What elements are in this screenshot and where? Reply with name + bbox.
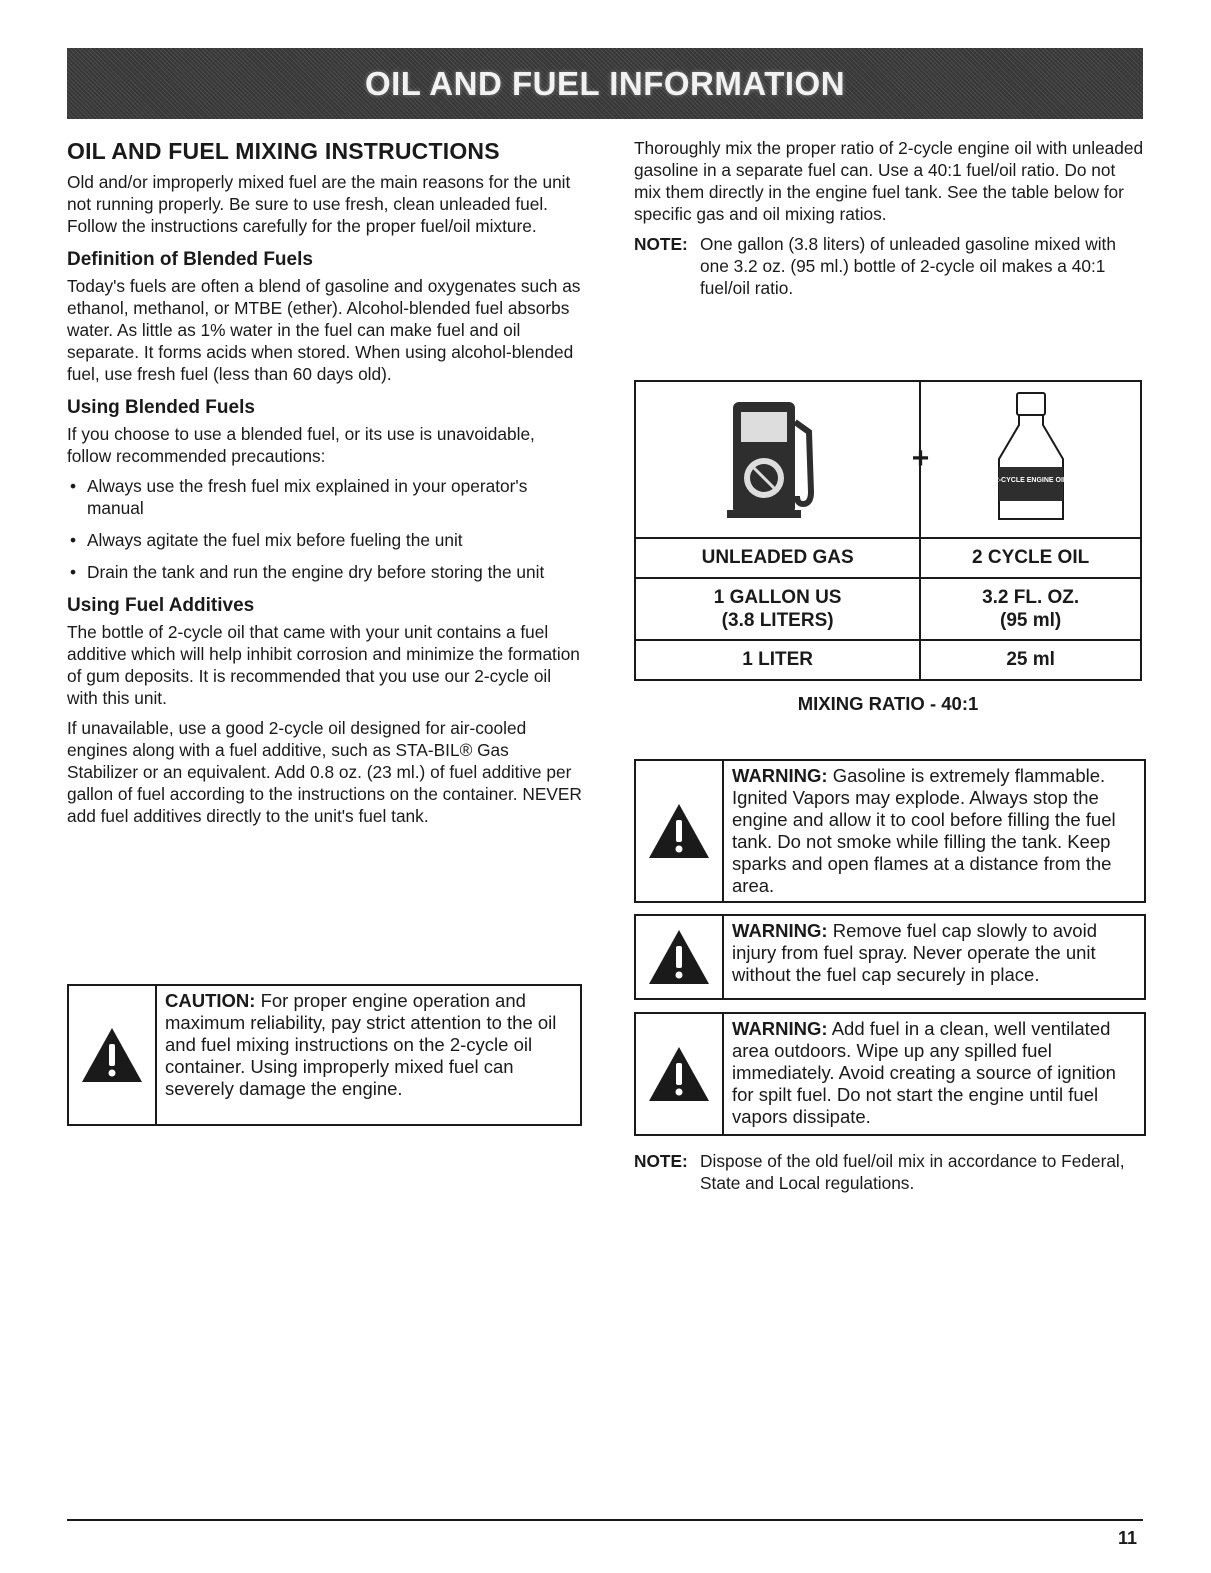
warning-label: WARNING:	[732, 1018, 828, 1039]
oil-bottle-icon	[991, 389, 1071, 524]
gas-amount-1	[635, 578, 920, 640]
note-text: Dispose of the old fuel/oil mix in accordance to Federal, State and Local regulations.	[700, 1151, 1125, 1193]
caution-icon-cell	[69, 986, 157, 1124]
mixing-table	[634, 380, 1142, 681]
list-item-text: Always use the fresh fuel mix explained in your operator's manual	[87, 476, 528, 518]
caution-message	[157, 986, 580, 1124]
cell-line: (3.8 LITERS)	[721, 610, 834, 631]
footer-rule	[67, 1519, 1143, 1521]
caution-box	[67, 984, 582, 1126]
intro-paragraph: Old and/or improperly mixed fuel are the main reasons for the unit not running properly. Be sure to use fresh, clean unleaded fuel. Follow the instructions carefully for the proper fuel/oil mixture.	[67, 172, 571, 236]
page-number: 11	[1118, 1528, 1138, 1548]
section-heading: OIL AND FUEL MIXING INSTRUCTIONS	[67, 138, 500, 164]
caution-label: CAUTION:	[165, 990, 256, 1011]
note-text: One gallon (3.8 liters) of unleaded gasoline mixed with one 3.2 oz. (95 ml.) bottle of 2-cycle oil makes a 40:1 fuel/oil ratio.	[700, 234, 1116, 298]
warning-label: WARNING:	[732, 920, 828, 941]
warning-text: Add fuel in a clean, well ventilated area outdoors. Wipe up any spilled fuel immediately. Avoid creating a source of ignition for spilt fuel. Do not start the engine until fuel vapors dissipate.	[732, 1018, 1116, 1127]
warning-message-3	[724, 1014, 1144, 1134]
additives-paragraph-2: If unavailable, use a good 2-cycle oil designed for air-cooled engines along with a fuel additive, such as STA-BIL® Gas Stabilizer or an equivalent. Add 0.8 oz. (23 ml.) of fuel additive per gallon of fuel according to the instructions on the container. NEVER add fuel additives directly to the unit's fuel tank.	[67, 718, 582, 826]
oil-bottle-cell	[920, 381, 1141, 538]
mixing-ratio: MIXING RATIO - 40:1	[797, 693, 979, 714]
note-label: NOTE:	[634, 234, 688, 254]
warning-message-1	[724, 761, 1144, 901]
warning-box-3	[634, 1012, 1146, 1136]
left-column	[67, 130, 582, 835]
additives-paragraph-1: The bottle of 2-cycle oil that came with your unit contains a fuel additive which will help inhibit corrosion and minimize the formation of gum deposits. It is recommended that you use our 2-cycle oil with this unit.	[67, 622, 580, 708]
oil-amount-1	[920, 578, 1141, 640]
list-item-text: Drain the tank and run the engine dry before storing the unit	[87, 562, 545, 582]
warning-triangle-icon	[647, 928, 711, 986]
cell-line: 1 GALLON US	[713, 587, 842, 608]
gas-pump-icon	[713, 392, 843, 522]
warning-icon-cell	[636, 761, 724, 901]
note-dispose	[634, 1150, 1144, 1194]
warning-label: WARNING:	[732, 765, 828, 786]
warning-triangle-icon	[647, 802, 711, 860]
header-gas: UNLEADED GAS	[635, 538, 920, 578]
definition-heading: Definition of Blended Fuels	[67, 249, 313, 270]
page-title: OIL AND FUEL INFORMATION	[364, 64, 846, 102]
caution-text: For proper engine operation and maximum reliability, pay strict attention to the oil and fuel mixing instructions on the 2-cycle oil container. Using improperly mixed fuel can severely damage the engine.	[165, 990, 557, 1099]
warning-icon-cell	[636, 916, 724, 998]
page-banner	[67, 48, 1143, 119]
using-blended-heading: Using Blended Fuels	[67, 397, 255, 418]
warning-text: Gasoline is extremely flammable. Ignited Vapors may explode. Always stop the engine and allow it to cool before filling the fuel tank. Do not smoke while filling the tank. Keep sparks and open flames at a distance from the area.	[732, 765, 1116, 896]
note-mix	[634, 233, 1146, 299]
cell-line: (95 ml)	[1000, 610, 1062, 631]
plus-sign: +	[911, 442, 930, 475]
right-column	[634, 137, 1146, 307]
bottle-label: 2-CYCLE ENGINE OIL	[994, 477, 1067, 484]
gas-pump-cell	[635, 381, 930, 538]
warning-triangle-icon	[647, 1045, 711, 1103]
using-blended-paragraph: If you choose to use a blended fuel, or its use is unavoidable, follow recommended precautions:	[67, 424, 535, 466]
header-oil: 2 CYCLE OIL	[920, 538, 1141, 578]
warning-box-2	[634, 914, 1146, 1000]
mixing-paragraph: Thoroughly mix the proper ratio of 2-cycle engine oil with unleaded gasoline in a separate fuel can. Use a 40:1 fuel/oil ratio. Do not mix them directly in the engine fuel tank. See the table below for specific gas and oil mixing ratios.	[634, 138, 1144, 224]
list-item: • Drain the tank and run the engine dry before storing the unit	[70, 562, 545, 582]
warning-text: Remove fuel cap slowly to avoid injury from fuel spray. Never operate the unit without the fuel cap securely in place.	[732, 920, 1097, 985]
definition-paragraph: Today's fuels are often a blend of gasoline and oxygenates such as ethanol, methanol, or MTBE (ether). Alcohol-blended fuel absorbs water. As little as 1% water in the fuel can make fuel and oil separate. It forms acids when stored. When using alcohol-blended fuel, use fresh fuel (less than 60 days old).	[67, 276, 581, 384]
cell-line: 3.2 FL. OZ.	[982, 587, 1080, 608]
warning-box-1	[634, 759, 1146, 903]
list-item: • Always use the fresh fuel mix explained in your operator's manual	[70, 476, 528, 518]
warning-triangle-icon	[80, 1026, 144, 1084]
gas-amount-2: 1 LITER	[635, 640, 920, 680]
warning-message-2	[724, 916, 1144, 998]
precautions-list	[67, 475, 582, 583]
additives-heading: Using Fuel Additives	[67, 595, 255, 616]
list-item-text: Always agitate the fuel mix before fueling the unit	[87, 530, 463, 550]
warning-icon-cell	[636, 1014, 724, 1134]
note-label: NOTE:	[634, 1151, 688, 1171]
list-item: • Always agitate the fuel mix before fueling the unit	[70, 530, 463, 550]
oil-amount-2: 25 ml	[920, 640, 1141, 680]
